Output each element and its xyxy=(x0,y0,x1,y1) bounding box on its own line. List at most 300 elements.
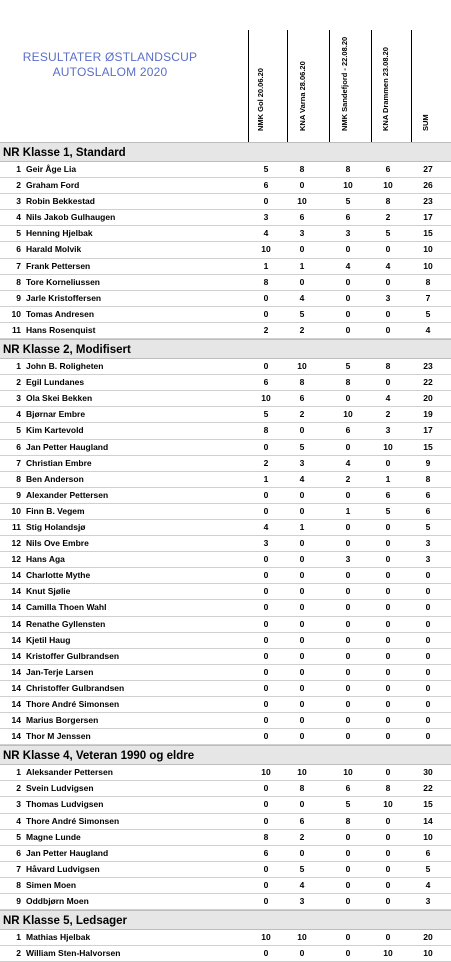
points-cell: 0 xyxy=(263,863,269,874)
position-cell: 3 xyxy=(16,393,21,404)
points-cell: 0 xyxy=(263,634,269,645)
table-row xyxy=(0,194,451,210)
points-cell: 4 xyxy=(299,473,305,484)
points-cell: 0 xyxy=(263,783,269,794)
section-header: NR Klasse 4, Veteran 1990 og eldre xyxy=(0,745,451,765)
points-cell: 0 xyxy=(299,847,305,858)
points-cell: 0 xyxy=(385,815,391,826)
driver-name-cell: Mathias Hjelbak xyxy=(26,932,91,943)
driver-name-cell: Jan Petter Haugland xyxy=(26,441,109,452)
points-cell: 2 xyxy=(299,409,305,420)
points-cell: 0 xyxy=(263,799,269,810)
column-header-kna-drammen: KNA Drammen 23.08.20 xyxy=(381,47,390,131)
position-cell: 14 xyxy=(11,666,21,677)
driver-name-cell: Stig Holandsjø xyxy=(26,521,86,532)
points-cell: 0 xyxy=(263,292,269,303)
table-row xyxy=(0,697,451,713)
driver-name-cell: Knut Sjølie xyxy=(26,586,71,597)
points-cell: 0 xyxy=(345,699,351,709)
driver-name-cell: Kim Kartevold xyxy=(26,425,84,436)
points-cell: 6 xyxy=(263,847,269,858)
points-cell: 0 xyxy=(385,602,391,613)
sum-cell: 23 xyxy=(423,361,433,372)
points-cell: 0 xyxy=(345,847,351,858)
sum-cell: 0 xyxy=(425,699,431,709)
points-cell: 10 xyxy=(261,244,271,255)
points-cell: 5 xyxy=(345,799,351,810)
table-row xyxy=(0,894,451,910)
section-header: NR Klasse 5, Ledsager xyxy=(0,910,451,930)
points-cell: 0 xyxy=(345,618,351,629)
position-cell: 2 xyxy=(16,180,21,191)
column-header-sum: SUM xyxy=(421,114,430,131)
points-cell: 6 xyxy=(385,489,391,500)
points-cell: 2 xyxy=(299,831,305,842)
points-cell: 3 xyxy=(299,457,305,468)
driver-name-cell: Simen Moen xyxy=(26,879,77,890)
title-line-2: AUTOSLALOM 2020 xyxy=(52,65,168,79)
points-cell: 4 xyxy=(263,228,269,239)
position-cell: 8 xyxy=(16,473,21,484)
column-divider xyxy=(371,30,372,142)
position-cell: 7 xyxy=(16,260,21,271)
driver-name-cell: Thomas Ludvigsen xyxy=(26,799,104,810)
points-cell: 0 xyxy=(299,425,305,436)
table-row xyxy=(0,665,451,681)
position-cell: 4 xyxy=(16,409,21,420)
points-cell: 0 xyxy=(345,634,351,645)
sum-cell: 6 xyxy=(425,505,431,516)
points-cell: 10 xyxy=(383,441,393,452)
points-cell: 0 xyxy=(263,699,269,709)
points-cell: 10 xyxy=(297,196,307,207)
position-cell: 5 xyxy=(16,228,21,239)
points-cell: 5 xyxy=(263,164,269,174)
points-cell: 0 xyxy=(345,489,351,500)
points-cell: 0 xyxy=(345,896,351,907)
driver-name-cell: Svein Ludvigsen xyxy=(26,783,94,794)
table-row xyxy=(0,633,451,649)
points-cell: 0 xyxy=(345,308,351,319)
points-cell: 0 xyxy=(385,538,391,549)
points-cell: 2 xyxy=(299,324,305,335)
points-cell: 8 xyxy=(385,196,391,207)
driver-name-cell: Oddbjørn Moen xyxy=(26,896,89,907)
driver-name-cell: Christoffer Gulbrandsen xyxy=(26,682,125,693)
section-header: NR Klasse 2, Modifisert xyxy=(0,339,451,359)
position-cell: 11 xyxy=(12,521,21,532)
points-cell: 0 xyxy=(345,441,351,452)
position-cell: 2 xyxy=(16,377,21,388)
points-cell: 0 xyxy=(299,586,305,597)
driver-name-cell: Thore André Simonsen xyxy=(26,699,120,709)
points-cell: 10 xyxy=(343,180,353,191)
points-cell: 10 xyxy=(343,767,353,778)
column-divider xyxy=(411,30,412,142)
sum-cell: 10 xyxy=(423,831,433,842)
position-cell: 14 xyxy=(11,618,21,629)
points-cell: 8 xyxy=(263,831,269,842)
table-row xyxy=(0,862,451,878)
table-row xyxy=(0,584,451,600)
points-cell: 8 xyxy=(345,164,351,174)
position-cell: 1 xyxy=(16,767,21,778)
points-cell: 0 xyxy=(263,666,269,677)
points-cell: 0 xyxy=(385,879,391,890)
points-cell: 0 xyxy=(385,650,391,661)
sum-cell: 9 xyxy=(425,457,431,468)
table-row xyxy=(0,814,451,830)
sum-cell: 26 xyxy=(423,180,433,191)
table-row xyxy=(0,781,451,797)
driver-name-cell: Charlotte Mythe xyxy=(26,570,91,581)
table-row xyxy=(0,440,451,456)
points-cell: 0 xyxy=(299,634,305,645)
table-row xyxy=(0,600,451,616)
points-cell: 0 xyxy=(385,896,391,907)
points-cell: 0 xyxy=(385,570,391,581)
driver-name-cell: Nils Ove Embre xyxy=(26,538,89,549)
points-cell: 0 xyxy=(345,276,351,287)
points-cell: 6 xyxy=(299,815,305,826)
position-cell: 14 xyxy=(11,570,21,581)
points-cell: 4 xyxy=(263,521,269,532)
points-cell: 5 xyxy=(345,361,351,372)
table-row xyxy=(0,162,451,178)
points-cell: 0 xyxy=(385,682,391,693)
points-cell: 10 xyxy=(297,932,307,943)
sum-cell: 30 xyxy=(423,767,433,778)
points-cell: 8 xyxy=(385,361,391,372)
sum-cell: 4 xyxy=(425,879,431,890)
sum-cell: 0 xyxy=(425,682,431,693)
points-cell: 0 xyxy=(345,292,351,303)
position-cell: 9 xyxy=(16,292,21,303)
points-cell: 0 xyxy=(263,618,269,629)
points-cell: 10 xyxy=(261,393,271,404)
position-cell: 9 xyxy=(16,489,21,500)
points-cell: 8 xyxy=(345,377,351,388)
points-cell: 0 xyxy=(345,666,351,677)
driver-name-cell: Jan Petter Haugland xyxy=(26,847,109,858)
points-cell: 0 xyxy=(263,682,269,693)
driver-name-cell: Camilla Thoen Wahl xyxy=(26,602,107,613)
points-cell: 10 xyxy=(261,932,271,943)
points-cell: 1 xyxy=(345,505,351,516)
points-cell: 0 xyxy=(299,489,305,500)
driver-name-cell: Finn B. Vegem xyxy=(26,505,85,516)
table-row xyxy=(0,681,451,697)
points-cell: 4 xyxy=(299,879,305,890)
sum-cell: 7 xyxy=(425,292,431,303)
points-cell: 0 xyxy=(385,554,391,565)
sum-cell: 3 xyxy=(425,554,431,565)
points-cell: 0 xyxy=(345,538,351,549)
table-row xyxy=(0,472,451,488)
table-row xyxy=(0,846,451,862)
points-cell: 8 xyxy=(299,164,305,174)
points-cell: 4 xyxy=(345,260,351,271)
table-row xyxy=(0,456,451,472)
points-cell: 0 xyxy=(345,521,351,532)
points-cell: 0 xyxy=(385,731,391,742)
driver-name-cell: Aleksander Pettersen xyxy=(26,767,113,778)
points-cell: 0 xyxy=(345,682,351,693)
position-cell: 14 xyxy=(11,634,21,645)
sum-cell: 0 xyxy=(425,634,431,645)
points-cell: 2 xyxy=(385,212,391,223)
points-cell: 1 xyxy=(385,473,391,484)
position-cell: 1 xyxy=(16,164,21,174)
points-cell: 0 xyxy=(385,634,391,645)
table-row xyxy=(0,423,451,439)
sum-cell: 0 xyxy=(425,715,431,726)
table-row xyxy=(0,210,451,226)
points-cell: 1 xyxy=(263,260,269,271)
points-cell: 0 xyxy=(299,618,305,629)
table-row xyxy=(0,878,451,894)
column-divider xyxy=(329,30,330,142)
points-cell: 0 xyxy=(263,650,269,661)
document-title xyxy=(0,50,220,80)
position-cell: 7 xyxy=(16,457,21,468)
sum-cell: 27 xyxy=(423,164,433,174)
position-cell: 14 xyxy=(11,715,21,726)
title-line-1: RESULTATER ØSTLANDSCUP xyxy=(22,50,198,64)
sum-cell: 15 xyxy=(423,441,433,452)
points-cell: 10 xyxy=(297,361,307,372)
points-cell: 1 xyxy=(299,521,305,532)
points-cell: 2 xyxy=(263,457,269,468)
driver-name-cell: Håvard Ludvigsen xyxy=(26,863,100,874)
table-row xyxy=(0,520,451,536)
points-cell: 8 xyxy=(385,783,391,794)
points-cell: 0 xyxy=(345,715,351,726)
driver-name-cell: Christian Embre xyxy=(26,457,92,468)
column-header-kna-varna: KNA Varna 28.06.20 xyxy=(298,61,307,131)
points-cell: 3 xyxy=(345,554,351,565)
position-cell: 3 xyxy=(16,196,21,207)
position-cell: 1 xyxy=(16,361,21,372)
points-cell: 4 xyxy=(299,292,305,303)
points-cell: 5 xyxy=(385,228,391,239)
points-cell: 0 xyxy=(299,699,305,709)
table-row xyxy=(0,797,451,813)
points-cell: 0 xyxy=(385,618,391,629)
points-cell: 2 xyxy=(385,409,391,420)
points-cell: 6 xyxy=(345,212,351,223)
driver-name-cell: Nils Jakob Gulhaugen xyxy=(26,212,116,223)
points-cell: 0 xyxy=(299,650,305,661)
table-row xyxy=(0,359,451,375)
points-cell: 4 xyxy=(385,260,391,271)
driver-name-cell: Robin Bekkestad xyxy=(26,196,95,207)
sum-cell: 4 xyxy=(425,324,431,335)
points-cell: 0 xyxy=(263,308,269,319)
points-cell: 0 xyxy=(345,324,351,335)
points-cell: 0 xyxy=(385,932,391,943)
points-cell: 10 xyxy=(383,180,393,191)
position-cell: 9 xyxy=(16,896,21,907)
points-cell: 5 xyxy=(385,505,391,516)
position-cell: 6 xyxy=(16,244,21,255)
points-cell: 0 xyxy=(345,586,351,597)
points-cell: 0 xyxy=(345,244,351,255)
table-row xyxy=(0,649,451,665)
points-cell: 0 xyxy=(299,682,305,693)
table-row xyxy=(0,242,451,258)
points-cell: 0 xyxy=(385,847,391,858)
points-cell: 0 xyxy=(299,666,305,677)
points-cell: 10 xyxy=(383,948,393,959)
points-cell: 0 xyxy=(385,767,391,778)
points-cell: 8 xyxy=(263,425,269,436)
points-cell: 0 xyxy=(263,586,269,597)
table-row xyxy=(0,617,451,633)
points-cell: 0 xyxy=(299,244,305,255)
sum-cell: 5 xyxy=(425,308,431,319)
position-cell: 4 xyxy=(16,815,21,826)
points-cell: 0 xyxy=(345,863,351,874)
sum-cell: 0 xyxy=(425,618,431,629)
points-cell: 0 xyxy=(299,570,305,581)
sum-cell: 20 xyxy=(423,393,433,404)
table-row xyxy=(0,178,451,194)
driver-name-cell: Thore André Simonsen xyxy=(26,815,120,826)
sum-cell: 6 xyxy=(425,847,431,858)
driver-name-cell: Harald Molvik xyxy=(26,244,82,255)
sum-cell: 0 xyxy=(425,602,431,613)
points-cell: 0 xyxy=(263,815,269,826)
points-cell: 0 xyxy=(263,441,269,452)
table-row xyxy=(0,765,451,781)
points-cell: 6 xyxy=(263,377,269,388)
sum-cell: 20 xyxy=(423,932,433,943)
points-cell: 0 xyxy=(263,879,269,890)
points-cell: 0 xyxy=(299,715,305,726)
position-cell: 11 xyxy=(12,324,21,335)
points-cell: 0 xyxy=(263,489,269,500)
points-cell: 0 xyxy=(263,731,269,742)
sum-cell: 0 xyxy=(425,650,431,661)
sum-cell: 3 xyxy=(425,896,431,907)
position-cell: 5 xyxy=(16,831,21,842)
column-divider xyxy=(248,30,249,142)
table-row xyxy=(0,830,451,846)
points-cell: 0 xyxy=(263,715,269,726)
points-cell: 3 xyxy=(299,228,305,239)
driver-name-cell: Ben Anderson xyxy=(26,473,84,484)
points-cell: 3 xyxy=(263,212,269,223)
points-cell: 3 xyxy=(299,896,305,907)
points-cell: 6 xyxy=(263,180,269,191)
points-cell: 8 xyxy=(299,783,305,794)
section-header: NR Klasse 1, Standard xyxy=(0,142,451,162)
driver-name-cell: Renathe Gyllensten xyxy=(26,618,106,629)
driver-name-cell: Thor M Jenssen xyxy=(26,731,91,742)
points-cell: 0 xyxy=(345,650,351,661)
position-cell: 8 xyxy=(16,276,21,287)
driver-name-cell: Henning Hjelbak xyxy=(26,228,93,239)
sum-cell: 0 xyxy=(425,666,431,677)
table-row xyxy=(0,226,451,242)
points-cell: 0 xyxy=(345,602,351,613)
table-row xyxy=(0,391,451,407)
points-cell: 0 xyxy=(299,505,305,516)
driver-name-cell: Bjørnar Embre xyxy=(26,409,86,420)
points-cell: 0 xyxy=(345,932,351,943)
points-cell: 0 xyxy=(385,831,391,842)
points-cell: 6 xyxy=(345,425,351,436)
sum-cell: 23 xyxy=(423,196,433,207)
points-cell: 0 xyxy=(299,731,305,742)
position-cell: 3 xyxy=(16,799,21,810)
table-row xyxy=(0,323,451,339)
points-cell: 0 xyxy=(345,948,351,959)
points-cell: 10 xyxy=(297,767,307,778)
sum-cell: 17 xyxy=(423,425,433,436)
points-cell: 0 xyxy=(385,521,391,532)
table-row xyxy=(0,568,451,584)
points-cell: 10 xyxy=(343,409,353,420)
points-cell: 6 xyxy=(299,212,305,223)
points-cell: 5 xyxy=(263,409,269,420)
sum-cell: 10 xyxy=(423,260,433,271)
points-cell: 0 xyxy=(263,361,269,372)
points-cell: 0 xyxy=(263,196,269,207)
points-cell: 2 xyxy=(345,473,351,484)
points-cell: 4 xyxy=(345,457,351,468)
column-header-nmk-sandefjord: NMK Sandefjord - 22.08.20 xyxy=(340,36,349,131)
table-row xyxy=(0,536,451,552)
sum-cell: 0 xyxy=(425,586,431,597)
sum-cell: 0 xyxy=(425,570,431,581)
driver-name-cell: Egil Lundanes xyxy=(26,377,85,388)
position-cell: 6 xyxy=(16,847,21,858)
table-row xyxy=(0,275,451,291)
driver-name-cell: Kjetil Haug xyxy=(26,634,71,645)
driver-name-cell: Hans Aga xyxy=(26,554,65,565)
position-cell: 7 xyxy=(16,863,21,874)
position-cell: 6 xyxy=(16,441,21,452)
sum-cell: 22 xyxy=(423,783,433,794)
column-divider xyxy=(287,30,288,142)
points-cell: 2 xyxy=(263,324,269,335)
position-cell: 14 xyxy=(11,731,21,742)
position-cell: 14 xyxy=(11,699,21,709)
sum-cell: 14 xyxy=(423,815,433,826)
position-cell: 14 xyxy=(11,586,21,597)
position-cell: 8 xyxy=(16,879,21,890)
points-cell: 0 xyxy=(299,948,305,959)
points-cell: 0 xyxy=(263,948,269,959)
points-cell: 0 xyxy=(385,586,391,597)
sum-cell: 10 xyxy=(423,244,433,255)
table-row xyxy=(0,930,451,946)
position-cell: 5 xyxy=(16,425,21,436)
points-cell: 10 xyxy=(261,767,271,778)
table-row xyxy=(0,504,451,520)
driver-name-cell: Marius Borgersen xyxy=(26,715,99,726)
points-cell: 0 xyxy=(263,896,269,907)
position-cell: 1 xyxy=(16,932,21,943)
points-cell: 0 xyxy=(263,602,269,613)
points-cell: 0 xyxy=(385,863,391,874)
position-cell: 10 xyxy=(11,308,21,319)
driver-name-cell: John B. Roligheten xyxy=(26,361,104,372)
points-cell: 5 xyxy=(299,863,305,874)
points-cell: 0 xyxy=(345,831,351,842)
